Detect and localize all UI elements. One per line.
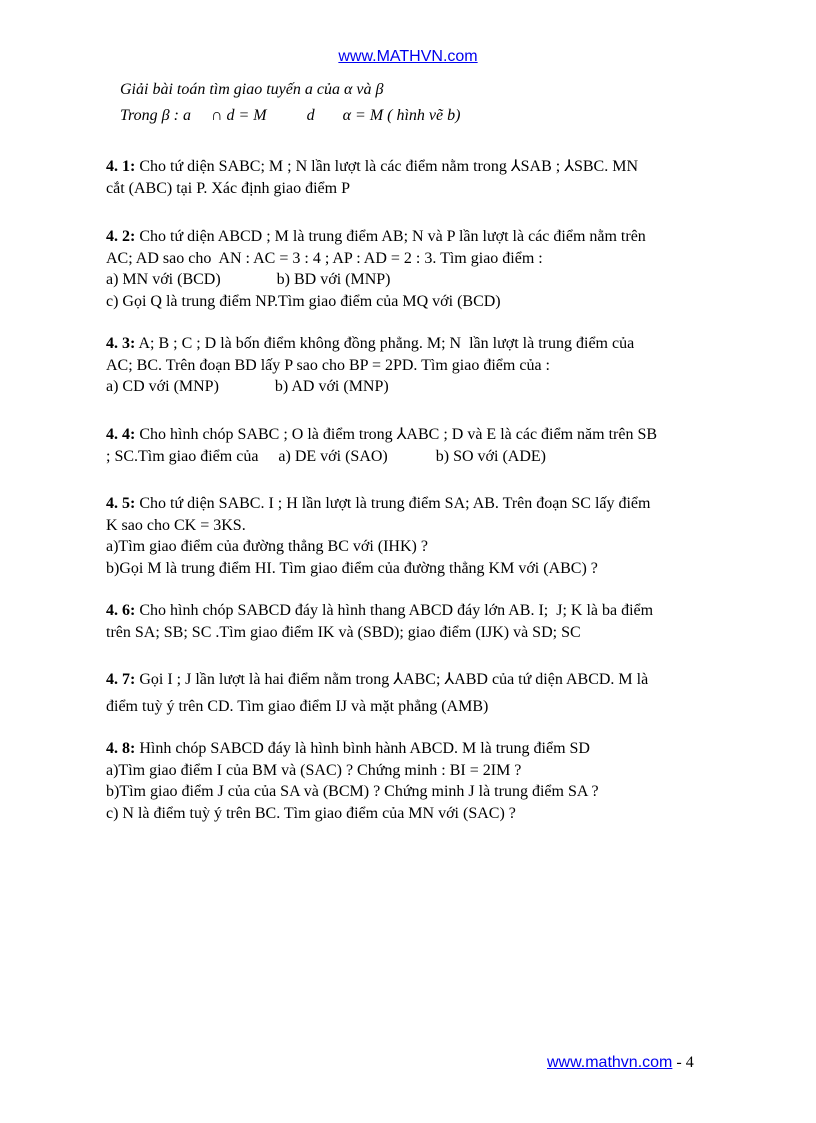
- problem-line: 4. 4: Cho hình chóp SABC ; O là điểm trong ⅄ABC ; D và E là các điểm năm trên SB: [106, 426, 658, 443]
- problem-line: 4. 6: Cho hình chóp SABCD đáy là hình thang ABCD đáy lớn AB. I; J; K là ba điểm: [106, 602, 654, 619]
- footer-separator: -: [672, 1054, 686, 1071]
- problem-4-2: [106, 226, 726, 312]
- problem-line: 4. 3: A; B ; C ; D là bốn điểm không đồng phẳng. M; N lần lượt là trung điểm của: [106, 335, 635, 352]
- problem-line: c) N là điểm tuỳ ý trên BC. Tìm giao điểm của MN với (SAC) ?: [106, 804, 516, 822]
- problem-4-7: [106, 666, 726, 720]
- problem-line: 4. 7: Gọi I ; J lần lượt là hai điểm nằm trong ⅄ABC; ⅄ABD của tứ diện ABCD. M là: [106, 671, 649, 688]
- page-number: 4: [685, 1054, 694, 1071]
- problem-line: ; SC.Tìm giao điểm của a) DE với (SAO) b) SO với (ADE): [106, 447, 546, 465]
- problem-number: 4. 1:: [106, 158, 136, 175]
- problem-line: 4. 8: Hình chóp SABCD đáy là hình bình hành ABCD. M là trung điểm SD: [106, 740, 590, 757]
- problem-line: 4. 5: Cho tứ diện SABC. I ; H lần lượt là trung điểm SA; AB. Trên đoạn SC lấy điểm: [106, 495, 651, 512]
- problem-line: a) CD với (MNP) b) AD với (MNP): [106, 378, 389, 395]
- problem-line: 4. 1: Cho tứ diện SABC; M ; N lần lượt là các điểm nằm trong ⅄SAB ; ⅄SBC. MN: [106, 158, 639, 175]
- problem-number: 4. 7:: [106, 671, 136, 688]
- problem-line: a)Tìm giao điểm của đường thẳng BC với (IHK) ?: [106, 538, 428, 555]
- problem-line: c) Gọi Q là trung điểm NP.Tìm giao điểm của MQ với (BCD): [106, 292, 501, 310]
- problem-4-6: [106, 600, 726, 643]
- problem-number: 4. 4:: [106, 426, 136, 443]
- problem-line: K sao cho CK = 3KS.: [106, 516, 246, 534]
- problem-line: AC; AD sao cho AN : AC = 3 : 4 ; AP : AD = 2 : 3. Tìm giao điểm :: [106, 249, 543, 267]
- header-site-link[interactable]: www.MATHVN.com: [338, 48, 478, 65]
- problem-line: cắt (ABC) tại P. Xác định giao điểm P: [106, 179, 350, 197]
- problem-number: 4. 8:: [106, 740, 136, 757]
- problem-line: AC; BC. Trên đoạn BD lấy P sao cho BP = 2PD. Tìm giao điểm của :: [106, 356, 550, 374]
- problem-number: 4. 5:: [106, 495, 136, 512]
- problem-4-4: [106, 424, 726, 467]
- problem-line: b)Gọi M là trung điểm HI. Tìm giao điểm của đường thẳng KM với (ABC) ?: [106, 559, 598, 577]
- intro-block: [120, 77, 460, 129]
- intro-line-2: Trong β : a ∩ d = M d α = M ( hình vẽ b): [120, 107, 461, 124]
- problem-number: 4. 6:: [106, 602, 136, 619]
- problem-number: 4. 3:: [106, 335, 136, 352]
- problem-4-1: [106, 156, 726, 199]
- page-footer: [547, 1054, 694, 1072]
- footer-site-link[interactable]: www.mathvn.com: [547, 1054, 673, 1071]
- problem-line: a)Tìm giao điểm I của BM và (SAC) ? Chứng minh : BI = 2IM ?: [106, 761, 522, 779]
- problem-4-3: [106, 333, 726, 398]
- problem-number: 4. 2:: [106, 228, 136, 245]
- problem-line: b)Tìm giao điểm J của của SA và (BCM) ? Chứng minh J là trung điểm SA ?: [106, 783, 599, 800]
- problem-line: trên SA; SB; SC .Tìm giao điểm IK và (SBD); giao điểm (IJK) và SD; SC: [106, 623, 581, 641]
- problem-line: 4. 2: Cho tứ diện ABCD ; M là trung điểm AB; N và P lần lượt là các điểm nằm trên: [106, 228, 646, 245]
- intro-line-1: Giải bài toán tìm giao tuyến a của α và β: [120, 81, 384, 98]
- problem-line: a) MN với (BCD) b) BD với (MNP): [106, 271, 391, 288]
- problem-line: điểm tuỳ ý trên CD. Tìm giao điểm IJ và mặt phẳng (AMB): [106, 698, 489, 715]
- problem-4-5: [106, 493, 726, 579]
- problem-4-8: [106, 738, 726, 824]
